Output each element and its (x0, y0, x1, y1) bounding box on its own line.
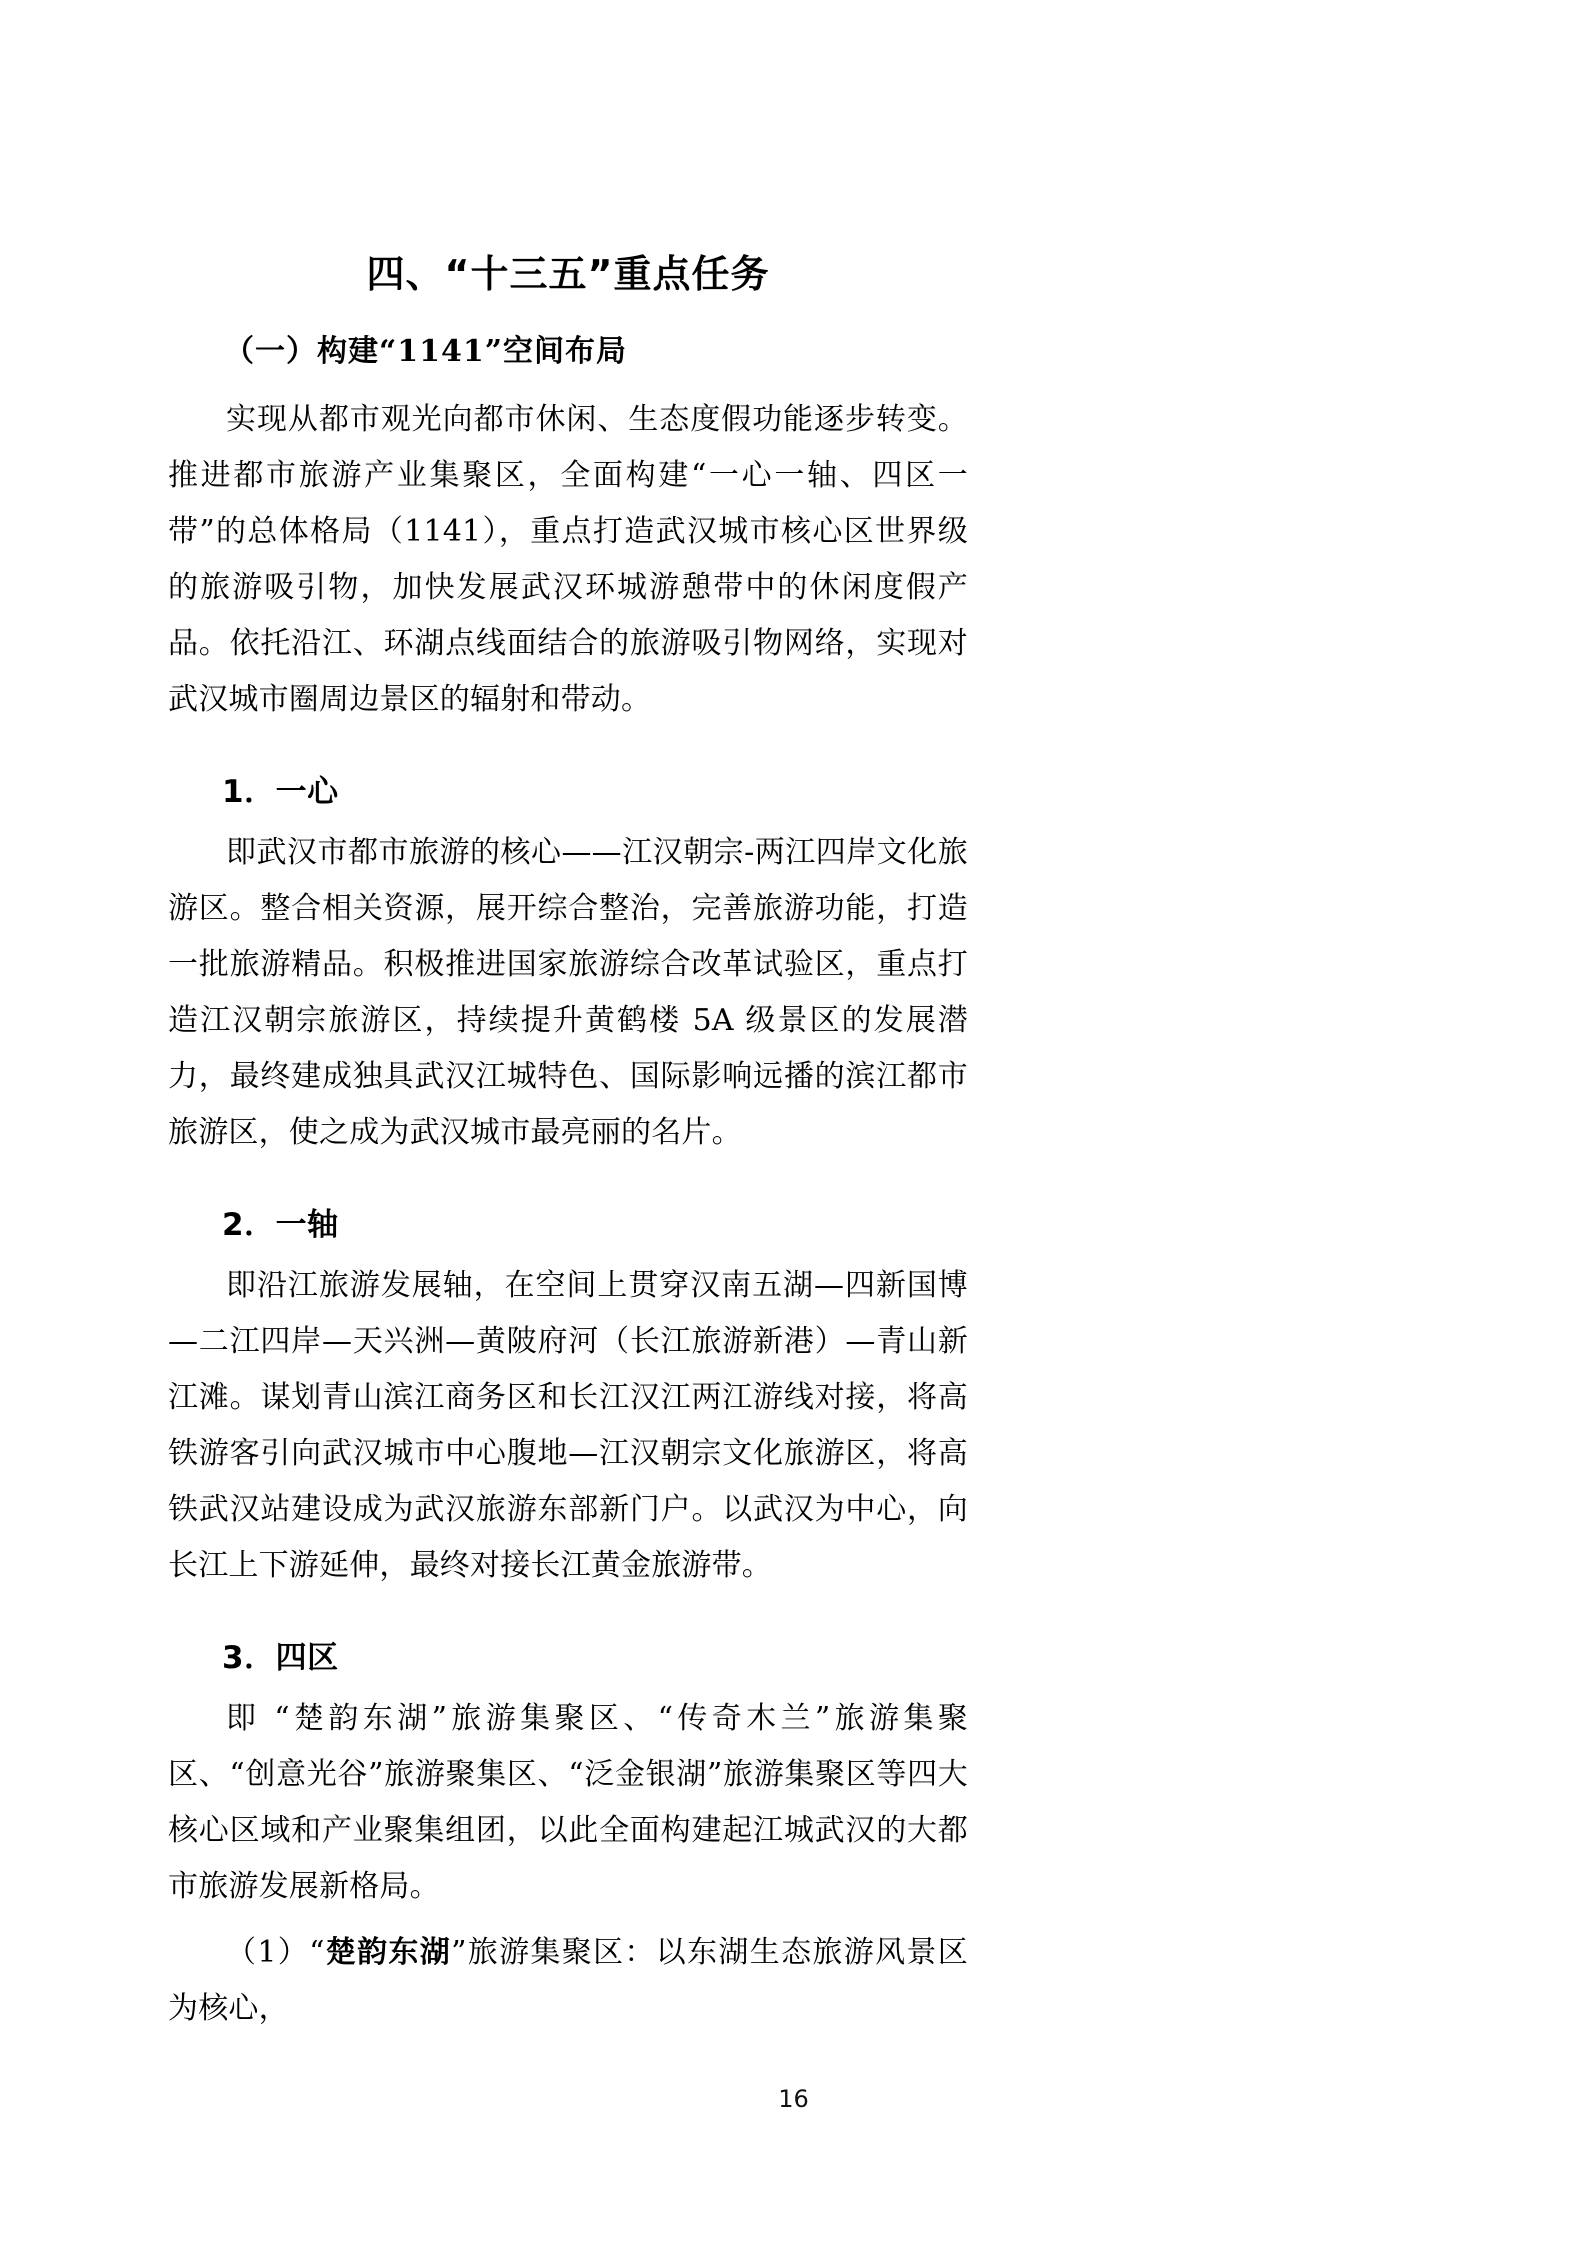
subsection-paragraph-siqu: 即 “楚韵东湖”旅游集聚区、“传奇木兰”旅游集聚区、“创意光谷”旅游聚集区、“泛金银湖”旅游集聚区等四大核心区域和产业聚集组团，以此全面构建起江城武汉的大都市旅游发展新格局。 (168, 1700, 968, 1904)
subitem-prefix: （1）“ (226, 1934, 325, 1970)
subitem-paragraph-chuyundonghu (168, 1925, 968, 2037)
intro-paragraph: 实现从都市观光向都市休闲、生态度假功能逐步转变。推进都市旅游产业集聚区，全面构建“一心一轴、四区一带”的总体格局（1141），重点打造武汉城市核心区世界级的旅游吸引物，加快发展武汉环城游憩带中的休闲度假产品。依托沿江、环湖点线面结合的旅游吸引物网络，实现对武汉城市圈周边景区的辐射和带动。 (168, 402, 968, 717)
subsection-heading-yizhou: 2．一轴 (222, 1206, 339, 1243)
section-heading-1141: （一）构建“1141”空间布局 (224, 334, 628, 369)
subitem-suffix: ”旅游集聚区：以东湖生态旅游风景区为核心， (168, 1934, 968, 2026)
page-content (168, 150, 968, 2037)
subsection-paragraph-yizhou: 即沿江旅游发展轴，在空间上贯穿汉南五湖—四新国博—二江四岸—天兴洲—黄陂府河（长江旅游新港）—青山新江滩。谋划青山滨江商务区和长江汉江两江游线对接，将高铁游客引向武汉城市中心腹地—江汉朝宗文化旅游区，将高铁武汉站建设成为武汉旅游东部新门户。以武汉为中心，向长江上下游延伸，最终对接长江黄金旅游带。 (168, 1267, 968, 1583)
subitem-bold-term: 楚韵东湖 (324, 1934, 452, 1970)
subsection-paragraph-yixin: 即武汉市都市旅游的核心——江汉朝宗-两江四岸文化旅游区。整合相关资源，展开综合整治，完善旅游功能，打造一批旅游精品。积极推进国家旅游综合改革试验区，重点打造江汉朝宗旅游区，持续提升黄鹤楼 5A 级景区的发展潜力，最终建成独具武汉江城特色、国际影响远播的滨江都市旅游区，使之成为武汉城市最亮丽的名片。 (168, 834, 968, 1150)
subsection-heading-yixin: 1．一心 (222, 774, 339, 810)
subsection-heading-siqu: 3．四区 (222, 1639, 339, 1676)
page-title: 四、“十三五”重点任务 (366, 252, 770, 296)
page-number: 16 (778, 2085, 809, 2113)
